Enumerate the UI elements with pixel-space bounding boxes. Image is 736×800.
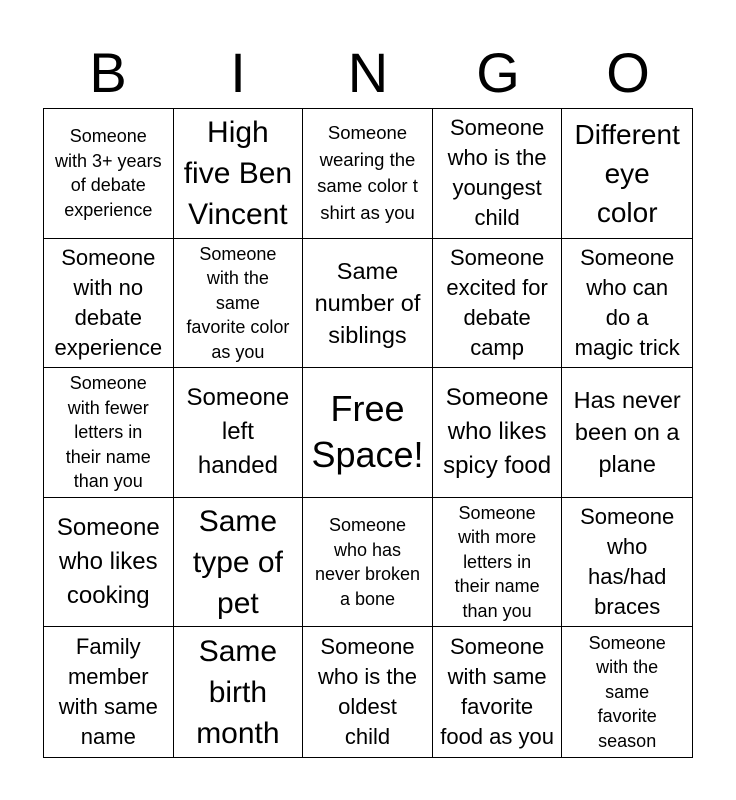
bingo-cell-r1c2[interactable] bbox=[174, 109, 304, 239]
cell-text: Someone wearing the same color t shirt as you bbox=[317, 122, 418, 223]
bingo-cell-r3c3[interactable] bbox=[303, 368, 433, 498]
header-letter-i: I bbox=[230, 41, 246, 104]
bingo-cell-r4c5[interactable] bbox=[562, 498, 692, 628]
bingo-cell-r3c4[interactable] bbox=[433, 368, 563, 498]
cell-text: Has never been on a plane bbox=[573, 387, 681, 478]
bingo-cell-r5c5[interactable] bbox=[562, 627, 692, 757]
bingo-cell-r3c2[interactable] bbox=[174, 368, 304, 498]
cell-text: Same type of pet bbox=[192, 504, 283, 620]
bingo-cell-r4c3[interactable] bbox=[303, 498, 433, 628]
bingo-cell-r2c1[interactable] bbox=[44, 239, 174, 369]
bingo-board bbox=[43, 108, 693, 758]
cell-text: Someone with no debate experience bbox=[54, 244, 163, 360]
cell-text: Same birth month bbox=[196, 634, 280, 750]
bingo-cell-r4c1[interactable] bbox=[44, 498, 174, 628]
cell-text: Someone with more letters in their name than you bbox=[454, 502, 540, 621]
cell-text: Someone who has/had braces bbox=[580, 504, 675, 620]
cell-text: Free Space! bbox=[311, 388, 424, 476]
bingo-cell-r1c1[interactable] bbox=[44, 109, 174, 239]
cell-text: Someone with same favorite food as you bbox=[440, 634, 554, 750]
cell-text: Same number of siblings bbox=[314, 257, 421, 348]
bingo-cell-r1c5[interactable] bbox=[562, 109, 692, 239]
cell-text: Someone with fewer letters in their name than you bbox=[65, 373, 151, 492]
bingo-cell-r5c1[interactable] bbox=[44, 627, 174, 757]
header-letter-g: G bbox=[476, 41, 520, 104]
bingo-cell-r4c2[interactable] bbox=[174, 498, 304, 628]
cell-text: Someone who is the youngest child bbox=[447, 115, 547, 231]
bingo-cell-r5c2[interactable] bbox=[174, 627, 304, 757]
bingo-cell-r5c4[interactable] bbox=[433, 627, 563, 757]
cell-text: Family member with same name bbox=[58, 634, 158, 750]
cell-text: Someone who likes spicy food bbox=[443, 384, 552, 480]
bingo-cell-r4c4[interactable] bbox=[433, 498, 563, 628]
header-letter-o: O bbox=[606, 41, 650, 104]
bingo-cell-r1c4[interactable] bbox=[433, 109, 563, 239]
bingo-cell-r3c1[interactable] bbox=[44, 368, 174, 498]
bingo-cell-r1c3[interactable] bbox=[303, 109, 433, 239]
cell-text: Someone with 3+ years of debate experience bbox=[55, 126, 162, 220]
cell-text: Someone left handed bbox=[186, 384, 290, 480]
cell-text: Someone with the same favorite season bbox=[588, 632, 666, 751]
cell-text: Someone who likes cooking bbox=[56, 514, 160, 610]
bingo-cell-r2c3[interactable] bbox=[303, 239, 433, 369]
bingo-header bbox=[43, 38, 693, 108]
header-letter-b: B bbox=[89, 41, 127, 104]
bingo-cell-r2c5[interactable] bbox=[562, 239, 692, 369]
cell-text: Someone who has never broken a bone bbox=[314, 515, 421, 609]
bingo-cell-r2c2[interactable] bbox=[174, 239, 304, 369]
bingo-cell-r3c5[interactable] bbox=[562, 368, 692, 498]
cell-text: Someone excited for debate camp bbox=[446, 244, 548, 360]
bingo-cell-r2c4[interactable] bbox=[433, 239, 563, 369]
header-letter-n: N bbox=[347, 41, 389, 104]
cell-text: Someone with the same favorite color as you bbox=[186, 243, 290, 362]
cell-text: Different eye color bbox=[574, 118, 680, 228]
cell-text: High five Ben Vincent bbox=[183, 115, 293, 231]
cell-text: Someone who can do a magic trick bbox=[574, 244, 680, 360]
cell-text: Someone who is the oldest child bbox=[317, 634, 418, 750]
bingo-cell-r5c3[interactable] bbox=[303, 627, 433, 757]
